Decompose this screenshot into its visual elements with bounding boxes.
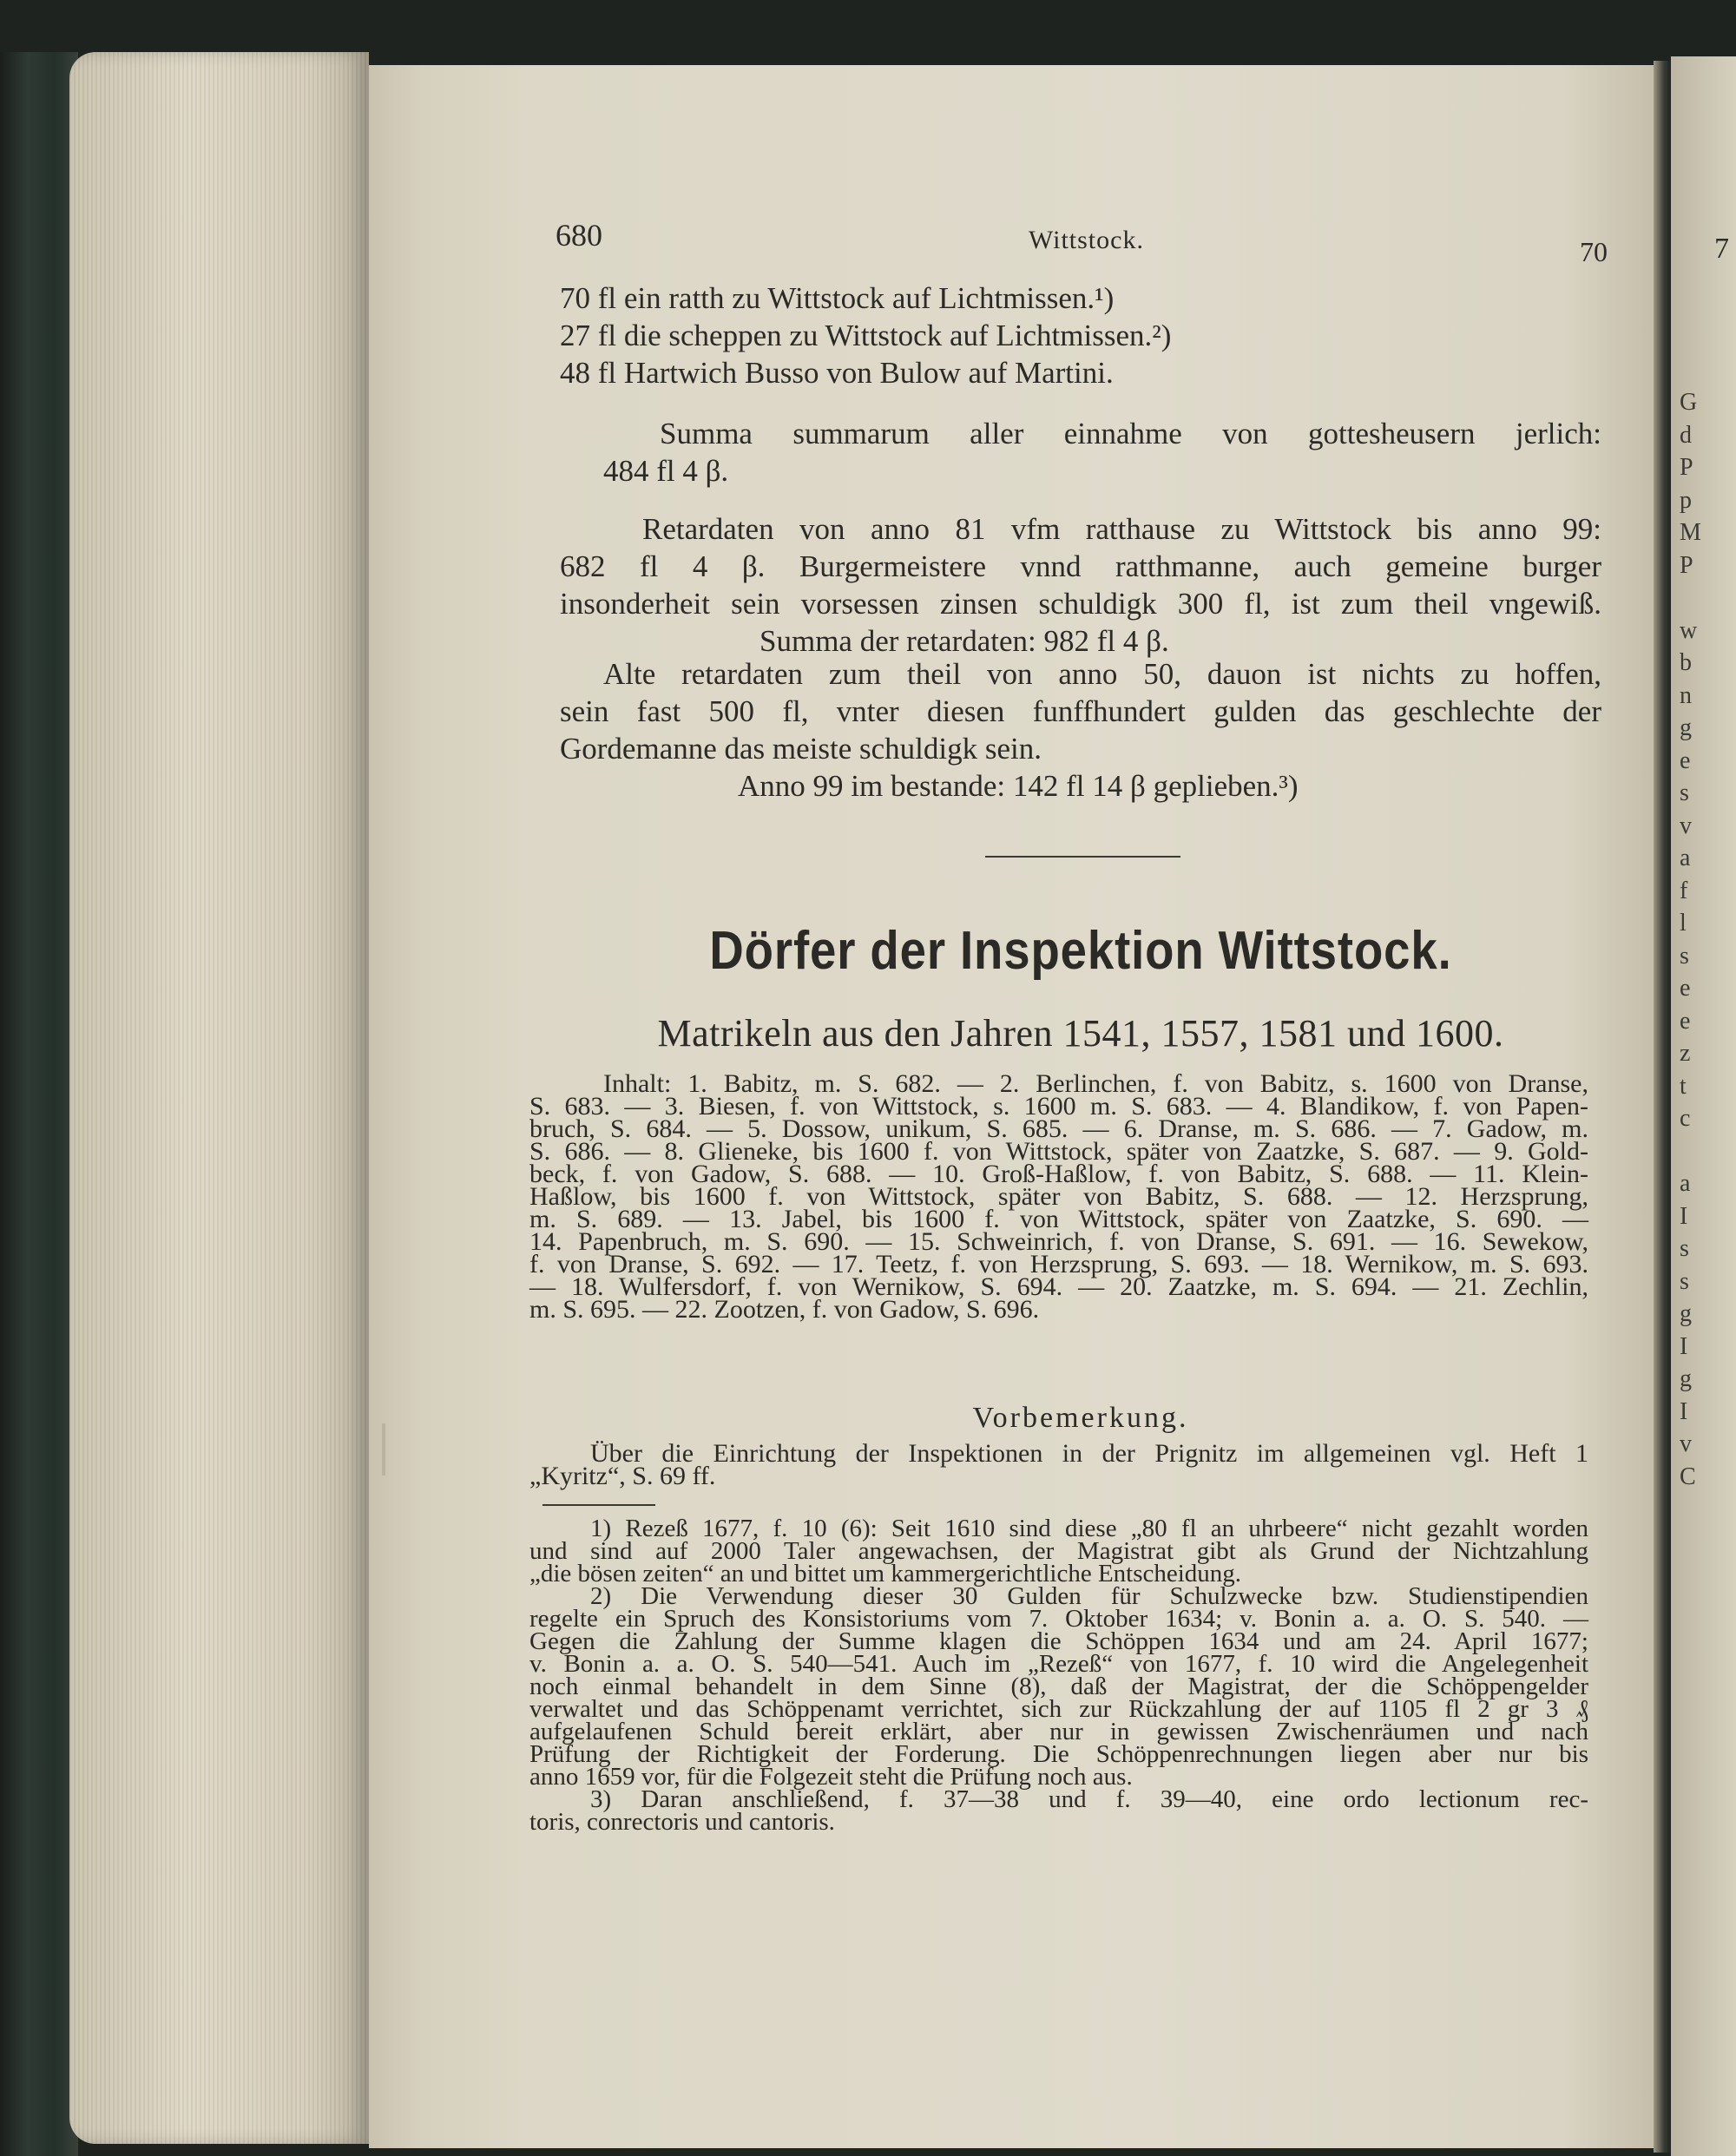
vorbemerkung-line: „Kyritz“, S. 69 ff. (529, 1462, 716, 1490)
footnotes (529, 1515, 1588, 1836)
page-block-edge (69, 52, 369, 2144)
footnote-line: verwaltet und das Schöppenamt verrichtet, sich zur Rückzahlung der auf 1105 fl 2 gr 3 ₰ (529, 1695, 1588, 1723)
footnote-line: toris, conrectoris und cantoris. (529, 1808, 835, 1836)
footnote-line: und sind auf 2000 Taler angewachsen, der Magistrat gibt als Grund der Nichtzahlung (529, 1537, 1588, 1565)
section-subtitle: Matrikeln aus den Jahren 1541, 1557, 1581 und 1600. (657, 1012, 1504, 1055)
inhalt-line: Haßlow, bis 1600 f. von Wittstock, später von Babitz, S. 688. — 12. Herzsprung, (529, 1182, 1588, 1211)
footnote-line: Prüfung der Richtigkeit der Forderung. Die Schöppenrechnungen liegen aber nur bis (529, 1740, 1588, 1768)
inhalt-line: — 18. Wulfersdorf, f. von Wernikow, S. 694. — 20. Zaatzke, m. S. 694. — 21. Zechlin, (529, 1272, 1588, 1301)
alte-line: Alte retardaten zum theil von anno 50, dauon ist nichts zu hoffen, (603, 657, 1601, 691)
alte-line: Gordemanne das meiste schuldigk sein. (560, 732, 1042, 766)
running-title: Wittstock. (1029, 226, 1144, 254)
inhalt-line: m. S. 695. — 22. Zootzen, f. von Gadow, S. 696. (529, 1295, 1040, 1324)
vorbemerkung-heading: Vorbemerkung. (972, 1402, 1189, 1434)
retardaten-summa: Summa der retardaten: 982 fl 4 β. (760, 624, 1169, 658)
inhalt-line: S. 686. — 8. Glieneke, bis 1600 f. von Wittstock, später von Zaatzke, S. 687. — 9. Gold- (529, 1137, 1588, 1166)
next-page-number: 7 (1714, 233, 1729, 265)
next-page-edge-text: G d P p M P w b n g e s v a f l s e e z t c a I s s g I g I v C (1680, 389, 1701, 1490)
section-divider (985, 856, 1180, 858)
next-page-edge (1671, 56, 1736, 2156)
margin-mark: 70 (1580, 236, 1608, 267)
income-entries (560, 279, 1601, 391)
footnote-line: 2) Die Verwendung dieser 30 Gulden für Schulzwecke bzw. Studienstipendien (590, 1582, 1588, 1610)
page-gutter (1654, 61, 1671, 2153)
inhalt-line: 14. Papenbruch, m. S. 690. — 15. Schweinrich, f. von Dranse, S. 691. — 16. Sewekow, (529, 1227, 1588, 1256)
inhalt-line: beck, f. von Gadow, S. 688. — 10. Groß-Haßlow, f. von Babitz, S. 688. — 11. Klein- (529, 1160, 1588, 1188)
inhalt-line: f. von Dranse, S. 692. — 17. Teetz, f. von Herzsprung, S. 693. — 18. Wernikow, m. S. 693. (529, 1250, 1588, 1278)
entry-line: 48 fl Hartwich Busso von Bulow auf Martini. (560, 356, 1114, 390)
entry-line: 27 fl die scheppen zu Wittstock auf Lichtmissen.²) (560, 319, 1172, 352)
binding-mark (382, 1423, 385, 1476)
retardaten-line: Retardaten von anno 81 vfm ratthause zu Wittstock bis anno 99: (642, 512, 1601, 546)
retardaten-line: insonderheit sein vorsessen zinsen schuldigk 300 fl, ist zum theil vngewiß. (560, 587, 1601, 621)
alte-retardaten-paragraph (560, 655, 1601, 805)
alte-line: sein fast 500 fl, vnter diesen funffhundert gulden das geschlechte der (560, 694, 1601, 728)
vorbemerkung-line: Über die Einrichtung der Inspektionen in der Prignitz im allgemeinen vgl. Heft 1 (590, 1439, 1588, 1468)
footnote-line: Gegen die Zahlung der Summe klagen die Schöppen 1634 und am 24. April 1677; (529, 1627, 1588, 1655)
footnote-rule (542, 1504, 655, 1506)
footnote-line: regelte ein Spruch des Konsistoriums vom 7. Oktober 1634; v. Bonin a. a. O. S. 540. — (529, 1605, 1588, 1633)
footnote-line: noch einmal behandelt in dem Sinne (8), daß der Magistrat, der die Schöppengelder (529, 1673, 1588, 1700)
section-title: Dörfer der Inspektion Wittstock. (709, 921, 1452, 981)
inhalt-line: m. S. 689. — 13. Jabel, bis 1600 f. von Wittstock, später von Zaatzke, S. 690. — (529, 1205, 1588, 1233)
footnote-line: aufgelaufenen Schuld bereit erklärt, aber nur in gewissen Zwischenräumen und nach (529, 1718, 1588, 1745)
footnote-line: 3) Daran anschließend, f. 37—38 und f. 39—40, eine ordo lectionum rec- (590, 1785, 1588, 1813)
vorbemerkung-text (529, 1439, 1588, 1490)
inhalt-line: Inhalt: 1. Babitz, m. S. 682. — 2. Berlinchen, f. von Babitz, s. 1600 von Dranse, (603, 1069, 1588, 1098)
footnote-line: 1) Rezeß 1677, f. 10 (6): Seit 1610 sind diese „80 fl an uhrbeere“ nicht gezahlt worden (590, 1515, 1588, 1542)
bestand-line: Anno 99 im bestande: 142 fl 14 β geplieben.³) (738, 769, 1299, 803)
retardaten-line: 682 fl 4 β. Burgermeistere vnnd ratthmanne, auch gemeine burger (560, 549, 1601, 583)
summa-paragraph (560, 415, 1601, 490)
footnote-line: anno 1659 vor, für die Folgezeit steht die Prüfung noch aus. (529, 1763, 1133, 1791)
entry-line: 70 fl ein ratth zu Wittstock auf Lichtmissen.¹) (560, 281, 1115, 315)
book-spine (0, 52, 78, 2156)
summa-line: 484 fl 4 β. (603, 454, 729, 488)
retardaten-paragraph (560, 510, 1601, 660)
inhalt-line: S. 683. — 3. Biesen, f. von Wittstock, s. 1600 m. S. 683. — 4. Blandikow, f. von Papen- (529, 1092, 1588, 1121)
inhalt-line: bruch, S. 684. — 5. Dossow, unikum, S. 685. — 6. Dranse, m. S. 686. — 7. Gadow, m. (529, 1114, 1588, 1143)
footnote-line: v. Bonin a. a. O. S. 540—541. Auch im „Rezeß“ von 1677, f. 10 wird die Angelegenheit (529, 1650, 1588, 1678)
inhalt-list (529, 1069, 1588, 1324)
page-header (556, 217, 1632, 269)
page-number: 680 (556, 218, 602, 253)
summa-line: Summa summarum aller einnahme von gottesheusern jerlich: (660, 417, 1601, 450)
footnote-line: „die bösen zeiten“ an und bittet um kammergerichtliche Entscheidung. (529, 1560, 1242, 1587)
